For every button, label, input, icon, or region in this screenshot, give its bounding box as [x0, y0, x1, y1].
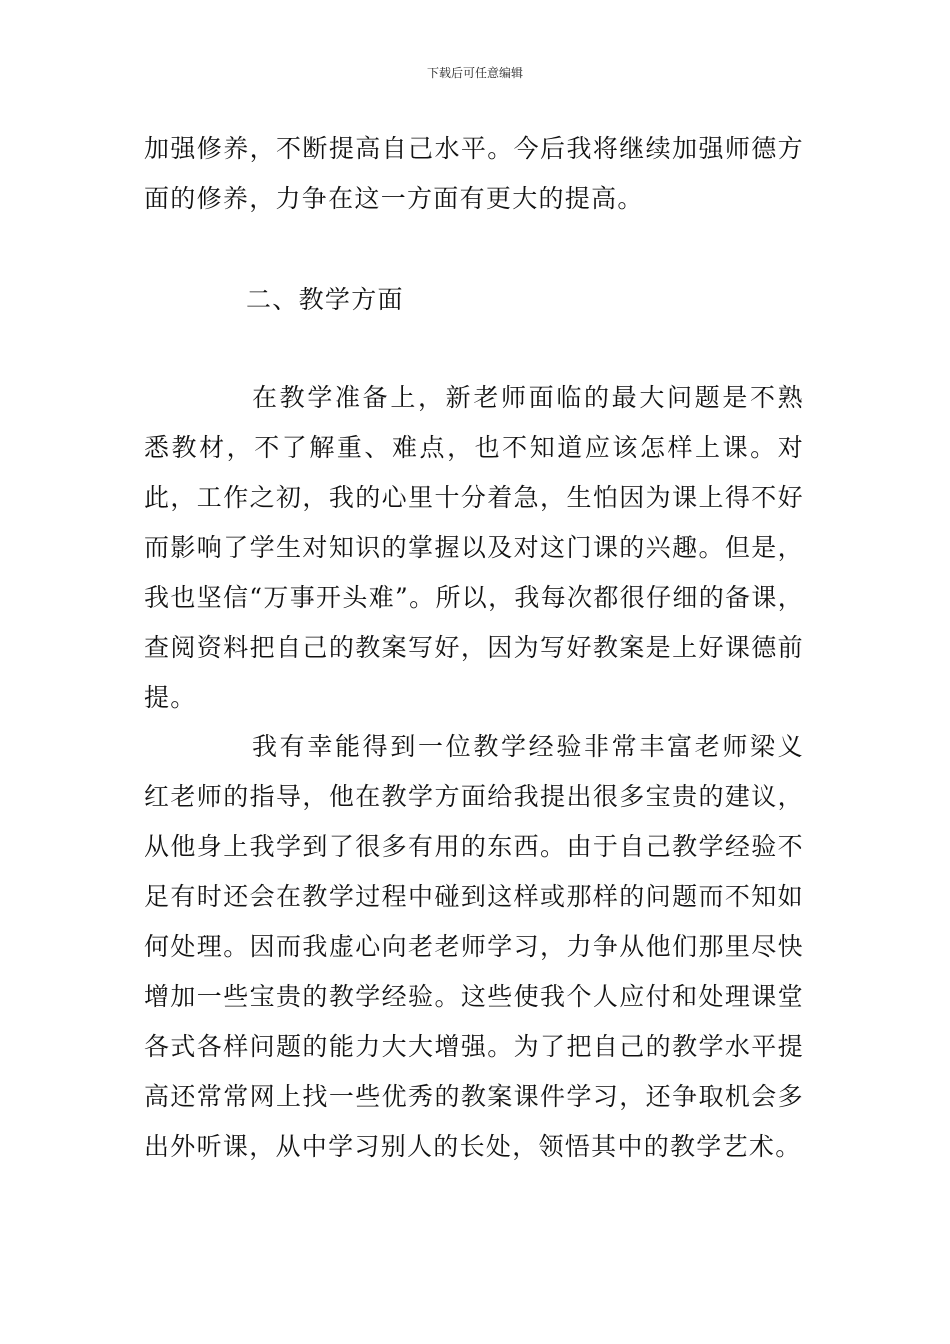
page-header: 下载后可任意编辑 [426, 66, 523, 80]
paragraph-continuation [144, 124, 804, 224]
paragraph-text: 我有幸能得到一位教学经验非常丰富老师梁义红老师的指导，他在教学方面给我提出很多宝贵的建议，从他身上我学到了很多有用的东西。由于自己教学经验不足有时还会在教学过程中碰到这样或那样的问题而不知如何处理。因而我虚心向老老师学习，力争从他们那里尽快增加一些宝贵的教学经验。这些使我个人应付和处理课堂各式各样问题的能力大大增强。为了把自己的教学水平提高还常常网上找一些优秀的教案课件学习，还争取机会多出外听课，从中学习别人的长处，领悟其中的教学艺术。 [144, 732, 804, 1161]
paragraph-text: 加强修养，不断提高自己水平。今后我将继续加强师德方面的修养，力争在这一方面有更大的提高。 [144, 134, 804, 213]
paragraph-mentor-guidance [144, 722, 804, 1172]
paragraph-teaching-preparation [144, 373, 804, 723]
section-heading: 二、教学方面 [246, 285, 404, 314]
paragraph-text: 在教学准备上，新老师面临的最大问题是不熟悉教材，不了解重、难点，也不知道应该怎样上课。对此，工作之初，我的心里十分着急，生怕因为课上得不好而影响了学生对知识的掌握以及对这门课的兴趣。但是，我也坚信“万事开头难”。所以，我每次都很仔细的备课，查阅资料把自己的教案写好，因为写好教案是上好课德前提。 [144, 383, 804, 712]
